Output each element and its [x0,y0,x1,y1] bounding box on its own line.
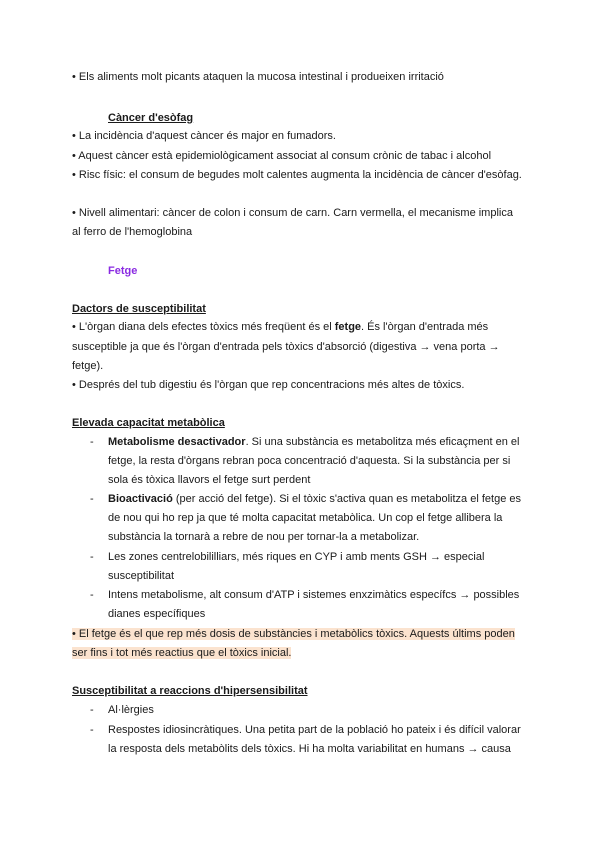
list-item [108,435,528,449]
list-dash: - [90,436,94,448]
list-dash: - [90,589,94,601]
section-heading-elevada: Elevada capacitat metabòlica [72,417,225,429]
text-line: • Els aliments molt picants ataquen la mucosa intestinal i produeixen irritació [72,71,444,83]
text-line: sola és tòxica llavors el fetge surt perdent [108,474,311,486]
text-line: • Risc físic: el consum de begudes molt calentes augmenta la incidència de càncer d'esòfag. [72,169,522,181]
text-span: . És l'òrgan d'entrada més [361,321,489,333]
bold-term: Metabolisme desactivador [108,436,246,448]
text-line: la resposta dels metabòlits dels tòxics. Hi ha molta variabilitat en humans → causa [108,743,511,755]
highlight-span: • El fetge és el que rep més dosis de substàncies i metabòlics tòxics. Aquests últims poden [72,628,515,640]
text-line: al ferro de l'hemoglobina [72,226,193,238]
text-line: susceptibilitat [108,570,175,582]
section-heading-susceptibilitat: Susceptibilitat a reaccions d'hipersensibilitat [72,685,308,697]
text-span: • L'òrgan diana dels efectes tòxics més freqüent és el [72,321,335,333]
list-item: Les zones centrelobililliars, més riques en CYP i amb ments GSH → especial [108,551,485,563]
text-line: fetge, la resta d'òrgans rebran poca concentració d'aquesta. Si la substància per si [108,455,511,467]
section-heading-fetge: Fetge [108,265,138,277]
list-dash: - [90,493,94,505]
bold-term: Bioactivació [108,493,173,505]
list-item: Al·lèrgies [108,704,154,716]
section-heading-dactors: Dactors de susceptibilitat [72,303,206,315]
text-span: . Si una substància es metabolitza més eficaçment en el [245,436,520,448]
list-item: Intens metabolisme, alt consum d'ATP i sistemes enxzimàtics específcs → possibles [108,589,520,601]
text-line: substància la tornarà a rebre de nou per tornar-la a metabolizar. [108,531,420,543]
highlighted-line [72,627,532,641]
text-line: • La incidència d'aquest càncer és major en fumadors. [72,130,336,142]
text-line: • Després del tub digestiu és l'òrgan que rep concentracions més altes de tòxics. [72,379,465,391]
section-heading-cancer-esofag: Càncer d'esòfag [108,112,194,124]
text-span: (per acció del fetge). Si el tòxic s'activa quan es metabolitza el fetge es [172,493,521,505]
text-line [72,320,532,334]
highlighted-line [72,646,532,660]
list-dash: - [90,724,94,736]
text-line: • Aquest càncer està epidemiològicament associat al consum crònic de tabac i alcohol [72,150,492,162]
list-item [108,492,528,506]
bold-term: fetge [334,321,362,333]
list-dash: - [90,551,94,563]
text-line: susceptible ja que és l'òrgan d'entrada pels tòxics d'absorció (digestiva → vena porta → [72,341,500,353]
text-line: dianes específiques [108,608,206,620]
text-line: fetge). [72,360,104,372]
list-dash: - [90,704,94,716]
list-item: Respostes idiosincràtiques. Una petita part de la població ho pateix i és difícil valorar [108,724,521,736]
highlight-span: ser fins i tot més reactius que el tòxics inicial. [72,647,292,659]
text-line: • Nivell alimentari: càncer de colon i consum de carn. Carn vermella, el mecanisme implica [72,207,513,219]
text-line: de nou qui ho rep ja que té molta capacitat metabòlica. Un cop el fetge allibera la [108,512,503,524]
